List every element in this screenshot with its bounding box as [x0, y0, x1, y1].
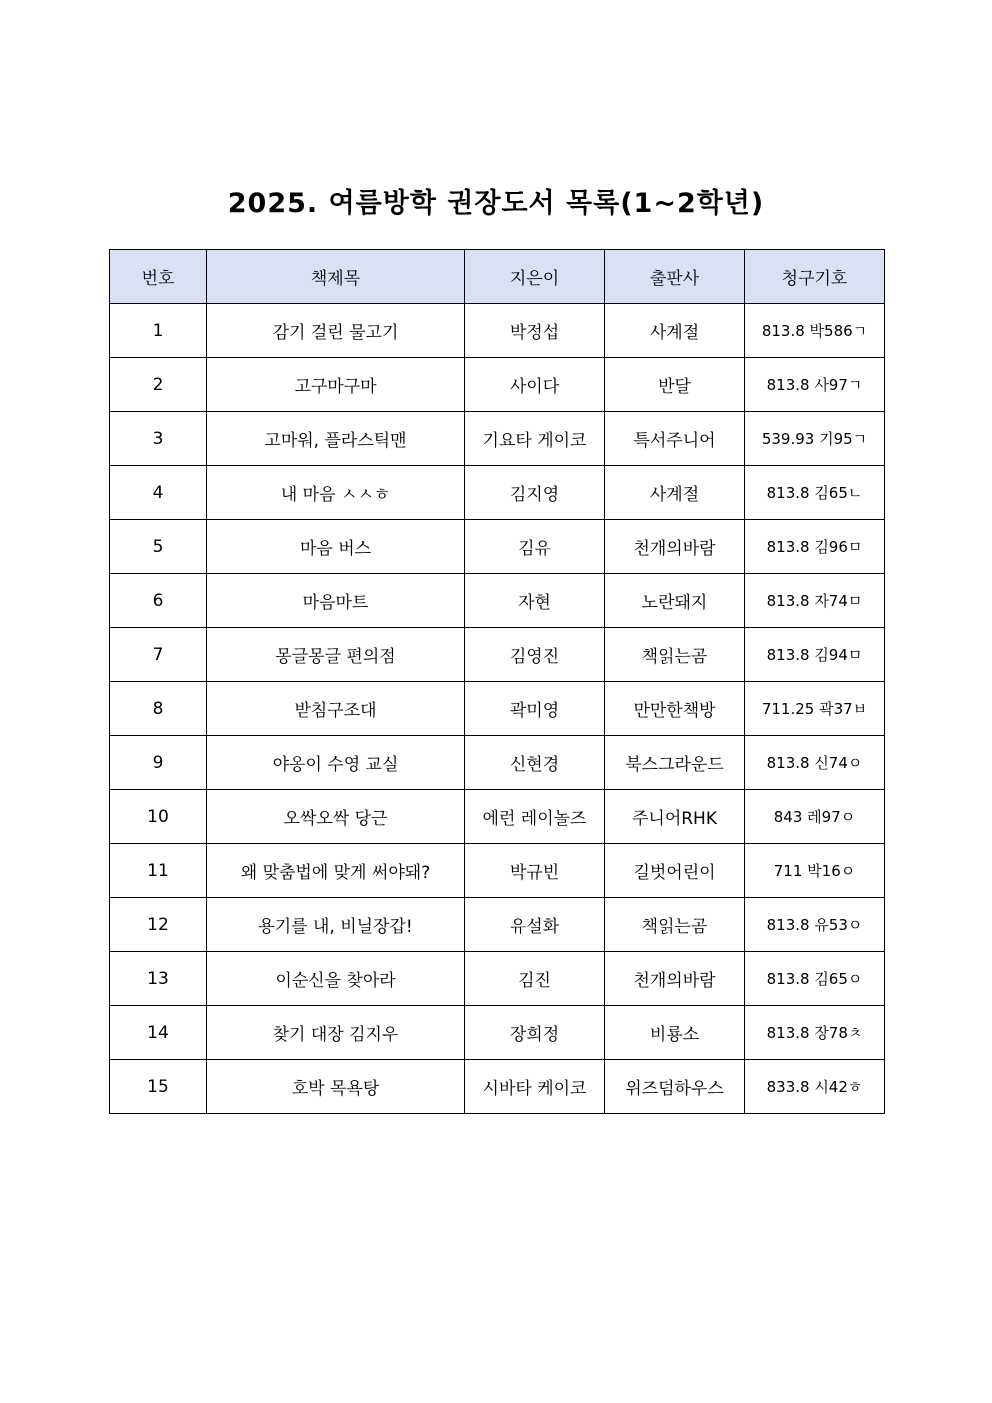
cell-author: 김영진: [465, 628, 605, 682]
cell-author: 신현경: [465, 736, 605, 790]
cell-number: 4: [110, 466, 207, 520]
cell-publisher: 비룡소: [605, 1006, 745, 1060]
cell-number: 15: [110, 1060, 207, 1114]
cell-publisher: 노란돼지: [605, 574, 745, 628]
table-row: [110, 304, 885, 358]
table-row: [110, 952, 885, 1006]
cell-number: 1: [110, 304, 207, 358]
table-row: [110, 898, 885, 952]
cell-publisher: 책읽는곰: [605, 898, 745, 952]
cell-call-number: 711.25 곽37ㅂ: [745, 682, 885, 736]
cell-call-number: 813.8 유53ㅇ: [745, 898, 885, 952]
cell-call-number: 813.8 사97ㄱ: [745, 358, 885, 412]
cell-call-number: 813.8 김65ㄴ: [745, 466, 885, 520]
cell-number: 13: [110, 952, 207, 1006]
cell-author: 유설화: [465, 898, 605, 952]
cell-book-title: 야옹이 수영 교실: [207, 736, 465, 790]
cell-author: 박정섭: [465, 304, 605, 358]
table-row: [110, 628, 885, 682]
page-title: 2025. 여름방학 권장도서 목록(1~2학년): [227, 188, 765, 219]
cell-author: 장희정: [465, 1006, 605, 1060]
cell-publisher: 사계절: [605, 304, 745, 358]
cell-author: 사이다: [465, 358, 605, 412]
cell-author: 기요타 게이코: [465, 412, 605, 466]
cell-number: 6: [110, 574, 207, 628]
cell-author: 김진: [465, 952, 605, 1006]
cell-book-title: 감기 걸린 물고기: [207, 304, 465, 358]
table-row: [110, 1060, 885, 1114]
cell-call-number: 843 레97ㅇ: [745, 790, 885, 844]
cell-call-number: 813.8 장78ㅊ: [745, 1006, 885, 1060]
cell-book-title: 오싹오싹 당근: [207, 790, 465, 844]
cell-call-number: 539.93 기95ㄱ: [745, 412, 885, 466]
header-publisher: 출판사: [605, 250, 745, 304]
cell-call-number: 813.8 박586ㄱ: [745, 304, 885, 358]
cell-publisher: 책읽는곰: [605, 628, 745, 682]
table-row: [110, 1006, 885, 1060]
cell-book-title: 찾기 대장 김지우: [207, 1006, 465, 1060]
table-row: [110, 358, 885, 412]
cell-book-title: 왜 맞춤법에 맞게 써야돼?: [207, 844, 465, 898]
cell-publisher: 사계절: [605, 466, 745, 520]
table-row: [110, 520, 885, 574]
table-row: [110, 574, 885, 628]
cell-publisher: 특서주니어: [605, 412, 745, 466]
cell-author: 김지영: [465, 466, 605, 520]
cell-call-number: 833.8 시42ㅎ: [745, 1060, 885, 1114]
header-book-title: 책제목: [207, 250, 465, 304]
cell-publisher: 위즈덤하우스: [605, 1060, 745, 1114]
cell-number: 2: [110, 358, 207, 412]
cell-author: 김유: [465, 520, 605, 574]
header-number: 번호: [110, 250, 207, 304]
header-author: 지은이: [465, 250, 605, 304]
cell-number: 3: [110, 412, 207, 466]
cell-number: 9: [110, 736, 207, 790]
cell-book-title: 이순신을 찾아라: [207, 952, 465, 1006]
cell-book-title: 고구마구마: [207, 358, 465, 412]
cell-number: 10: [110, 790, 207, 844]
cell-call-number: 813.8 신74ㅇ: [745, 736, 885, 790]
cell-number: 7: [110, 628, 207, 682]
cell-publisher: 반달: [605, 358, 745, 412]
cell-book-title: 마음마트: [207, 574, 465, 628]
table-row: [110, 682, 885, 736]
cell-author: 박규빈: [465, 844, 605, 898]
table-row: [110, 412, 885, 466]
table-row: [110, 736, 885, 790]
table-header-row: [110, 250, 885, 304]
cell-book-title: 몽글몽글 편의점: [207, 628, 465, 682]
cell-number: 5: [110, 520, 207, 574]
cell-book-title: 마음 버스: [207, 520, 465, 574]
table-row: [110, 466, 885, 520]
cell-author: 시바타 케이코: [465, 1060, 605, 1114]
cell-publisher: 천개의바람: [605, 520, 745, 574]
cell-book-title: 용기를 내, 비닐장갑!: [207, 898, 465, 952]
cell-number: 8: [110, 682, 207, 736]
cell-call-number: 711 박16ㅇ: [745, 844, 885, 898]
cell-author: 에런 레이놀즈: [465, 790, 605, 844]
cell-call-number: 813.8 김65ㅇ: [745, 952, 885, 1006]
cell-book-title: 받침구조대: [207, 682, 465, 736]
cell-number: 12: [110, 898, 207, 952]
cell-call-number: 813.8 김94ㅁ: [745, 628, 885, 682]
cell-publisher: 천개의바람: [605, 952, 745, 1006]
cell-publisher: 만만한책방: [605, 682, 745, 736]
cell-book-title: 내 마음 ㅅㅅㅎ: [207, 466, 465, 520]
cell-call-number: 813.8 김96ㅁ: [745, 520, 885, 574]
cell-author: 곽미영: [465, 682, 605, 736]
cell-number: 14: [110, 1006, 207, 1060]
cell-number: 11: [110, 844, 207, 898]
cell-book-title: 고마워, 플라스틱맨: [207, 412, 465, 466]
cell-publisher: 주니어RHK: [605, 790, 745, 844]
header-call-number: 청구기호: [745, 250, 885, 304]
cell-publisher: 북스그라운드: [605, 736, 745, 790]
cell-author: 자현: [465, 574, 605, 628]
cell-publisher: 길벗어린이: [605, 844, 745, 898]
table-row: [110, 844, 885, 898]
table-row: [110, 790, 885, 844]
cell-call-number: 813.8 자74ㅁ: [745, 574, 885, 628]
book-list-table: [109, 249, 885, 1114]
cell-book-title: 호박 목욕탕: [207, 1060, 465, 1114]
